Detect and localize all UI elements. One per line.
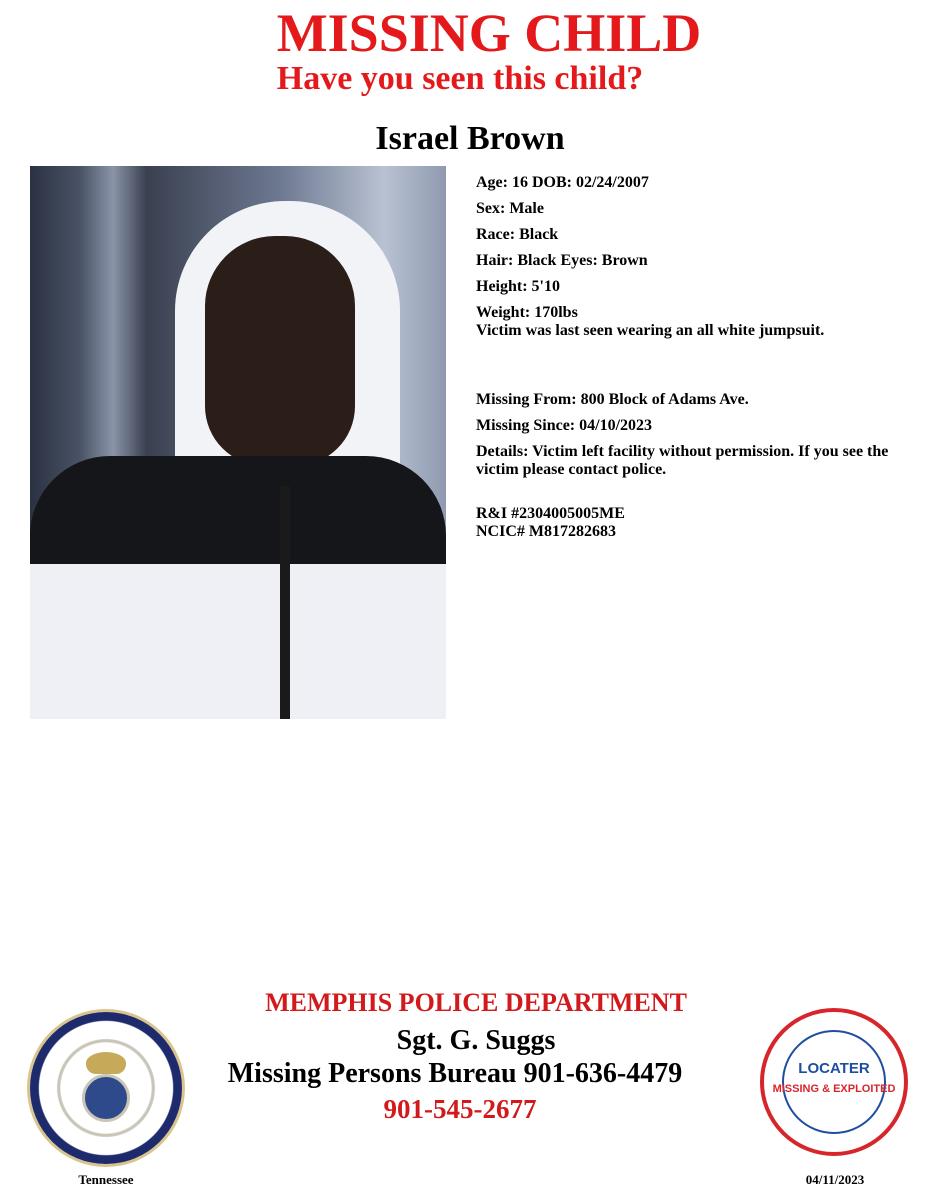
state-label: Tennessee [78, 1172, 134, 1187]
ri-number: R&I #2304005005ME [476, 505, 625, 522]
contact-officer: Sgt. G. Suggs [396, 1025, 556, 1056]
clothing: Victim was last seen wearing an all white jumpsuit. [476, 322, 825, 339]
poster-subtitle: Have you seen this child? [276, 60, 644, 97]
child-photo [30, 166, 446, 719]
bureau-phone: Missing Persons Bureau 901-636-4479 [227, 1058, 683, 1089]
age-dob: Age: 16 DOB: 02/24/2007 [476, 174, 649, 191]
missing-from: Missing From: 800 Block of Adams Ave. [476, 391, 749, 408]
poster-date: 04/11/2023 [805, 1172, 865, 1187]
police-seal-logo [30, 1012, 182, 1164]
locater-subtitle: MISSING & EXPLOITED [772, 1083, 896, 1095]
badge-icon [82, 1074, 130, 1122]
eagle-icon [86, 1052, 126, 1074]
race: Race: Black [476, 226, 559, 243]
ncic-number: NCIC# M817282683 [476, 523, 616, 540]
police-department: MEMPHIS POLICE DEPARTMENT [265, 988, 687, 1017]
poster-title: MISSING CHILD [276, 3, 702, 63]
police-phone: 901-545-2677 [383, 1094, 537, 1124]
details-text: Details: Victim left facility without permission. If you see the victim please contact police. [476, 443, 889, 478]
height: Height: 5'10 [476, 278, 560, 295]
hair-eyes: Hair: Black Eyes: Brown [476, 252, 648, 269]
ncmec-locater-logo [760, 1008, 908, 1156]
sex: Sex: Male [476, 200, 544, 217]
child-name: Israel Brown [375, 120, 565, 157]
missing-since: Missing Since: 04/10/2023 [476, 417, 653, 434]
locater-title: LOCATER [798, 1060, 870, 1077]
weight: Weight: 170lbs [476, 304, 578, 321]
